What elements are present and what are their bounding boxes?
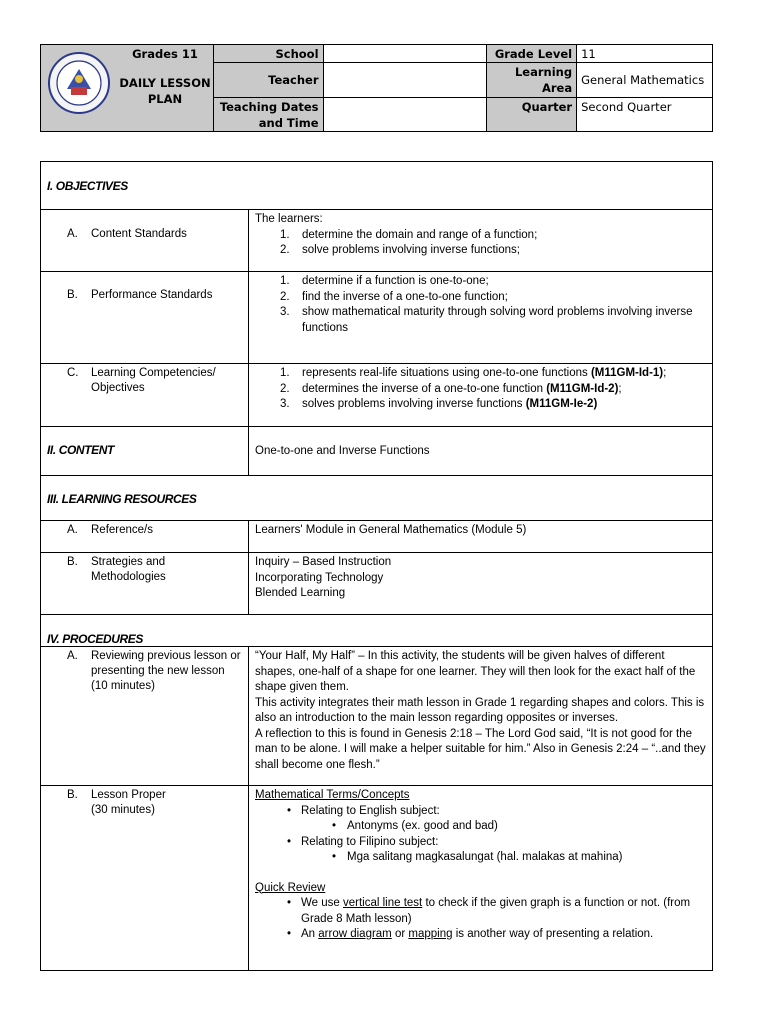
review-paragraph: “Your Half, My Half” – In this activity, the students will be given halves of different shapes, one-half of a shape for one learner. They will then look for the exact half of the shape given them. bbox=[255, 650, 696, 693]
content-heading: II. CONTENT bbox=[41, 427, 249, 476]
review-body bbox=[249, 647, 713, 786]
references-value: Learners' Module in General Mathematics (Module 5) bbox=[249, 521, 713, 553]
performance-standards-letter: B. bbox=[67, 289, 78, 301]
review-paragraph: This activity integrates their math lesson in Grade 1 regarding shapes and colors. This is also an introduction to the main lesson regarding opposites or inverses. bbox=[255, 696, 705, 724]
review-paragraph: A reflection to this is found in Genesis 2:18 – The Lord God said, “It is not good for the man to be alone. I will make a helper suitable for him.” Also in Genesis 2:24 – “..and they shall become one flesh.” bbox=[255, 727, 706, 771]
school-label: School bbox=[213, 45, 323, 63]
content-value: One-to-one and Inverse Functions bbox=[249, 427, 713, 476]
procedures-heading: IV. PROCEDURES bbox=[41, 615, 713, 647]
list-item: Inquiry – Based Instruction bbox=[255, 556, 392, 568]
dates-field[interactable] bbox=[323, 98, 487, 132]
terms-heading: Mathematical Terms/Concepts bbox=[255, 789, 410, 801]
list-item: 3. solves problems involving inverse functions (M11GM-Ie-2) bbox=[280, 398, 598, 410]
content-standards-cell bbox=[41, 210, 249, 272]
list-item: 3. show mathematical maturity through solving word problems involving inverse functions bbox=[280, 306, 693, 334]
performance-standards-cell bbox=[41, 272, 249, 364]
competencies-body bbox=[249, 364, 713, 427]
competencies-label: Learning Competencies/ Objectives bbox=[91, 367, 216, 394]
strategies-cell bbox=[41, 553, 249, 615]
learning-area-value: General Mathematics bbox=[577, 63, 713, 98]
resources-heading: III. LEARNING RESOURCES bbox=[41, 476, 713, 521]
performance-standards-body bbox=[249, 272, 713, 364]
content-standards-intro: The learners: bbox=[255, 213, 323, 225]
title-block bbox=[117, 45, 213, 107]
learning-area-label: Learning Area bbox=[487, 63, 577, 98]
review-label: Reviewing previous lesson or presenting the new lesson (10 minutes) bbox=[91, 650, 241, 692]
list-item: 2. find the inverse of a one-to-one function; bbox=[280, 290, 508, 303]
quarter-value: Second Quarter bbox=[577, 98, 713, 132]
quick-review-heading: Quick Review bbox=[255, 881, 326, 894]
list-item: Incorporating Technology bbox=[255, 571, 384, 584]
list-item: 2. determines the inverse of a one-to-one function (M11GM-Id-2); bbox=[280, 382, 622, 395]
strategies-letter: B. bbox=[67, 556, 78, 568]
grade-level-value: 11 bbox=[577, 45, 713, 63]
references-cell bbox=[41, 521, 249, 553]
dates-label: Teaching Dates and Time bbox=[213, 98, 323, 132]
references-letter: A. bbox=[67, 524, 78, 536]
list-item: • Relating to English subject: bbox=[286, 804, 440, 817]
lesson-proper-cell bbox=[41, 786, 249, 971]
list-item: 1. determine if a function is one-to-one; bbox=[280, 275, 489, 287]
deped-seal-icon bbox=[47, 51, 111, 115]
competencies-cell bbox=[41, 364, 249, 427]
list-item: • Relating to Filipino subject: bbox=[286, 835, 439, 848]
plan-title: DAILY LESSON PLAN bbox=[119, 76, 211, 106]
school-field[interactable] bbox=[323, 45, 487, 63]
list-item: 1. represents real-life situations using one-to-one functions (M11GM-Id-1); bbox=[280, 367, 667, 379]
teacher-label: Teacher bbox=[213, 63, 323, 98]
lesson-proper-body bbox=[249, 786, 713, 971]
content-standards-letter: A. bbox=[67, 228, 78, 240]
review-cell bbox=[41, 647, 249, 786]
strategies-body bbox=[249, 553, 713, 615]
header-table bbox=[40, 44, 713, 132]
references-label: Reference/s bbox=[91, 524, 154, 536]
teacher-field[interactable] bbox=[323, 63, 487, 98]
content-standards-label: Content Standards bbox=[91, 228, 187, 240]
grades-label: Grades 11 bbox=[132, 47, 198, 61]
list-item: Blended Learning bbox=[255, 587, 346, 599]
lesson-proper-label: Lesson Proper (30 minutes) bbox=[91, 789, 166, 816]
grade-level-label: Grade Level bbox=[487, 45, 577, 63]
lesson-proper-letter: B. bbox=[67, 789, 78, 801]
list-item: 1. determine the domain and range of a function; bbox=[280, 228, 538, 241]
objectives-heading: I. OBJECTIVES bbox=[41, 162, 713, 210]
list-item: • We use vertical line test to check if the given graph is a function or not. (from Grade 8 Math lesson) bbox=[286, 897, 691, 925]
performance-standards-label: Performance Standards bbox=[91, 289, 213, 301]
strategies-label: Strategies and Methodologies bbox=[91, 556, 166, 583]
logo-title-cell bbox=[41, 45, 214, 132]
lesson-plan-table bbox=[40, 161, 713, 971]
competencies-letter: C. bbox=[67, 367, 79, 379]
list-item: 2. solve problems involving inverse functions; bbox=[280, 244, 520, 256]
list-item: • An arrow diagram or mapping is another way of presenting a relation. bbox=[286, 928, 654, 940]
content-standards-body bbox=[249, 210, 713, 272]
review-letter: A. bbox=[67, 650, 78, 662]
quarter-label: Quarter bbox=[487, 98, 577, 132]
list-item: • Mga salitang magkasalungat (hal. malakas at mahina) bbox=[331, 851, 623, 863]
list-item: • Antonyms (ex. good and bad) bbox=[331, 820, 498, 832]
